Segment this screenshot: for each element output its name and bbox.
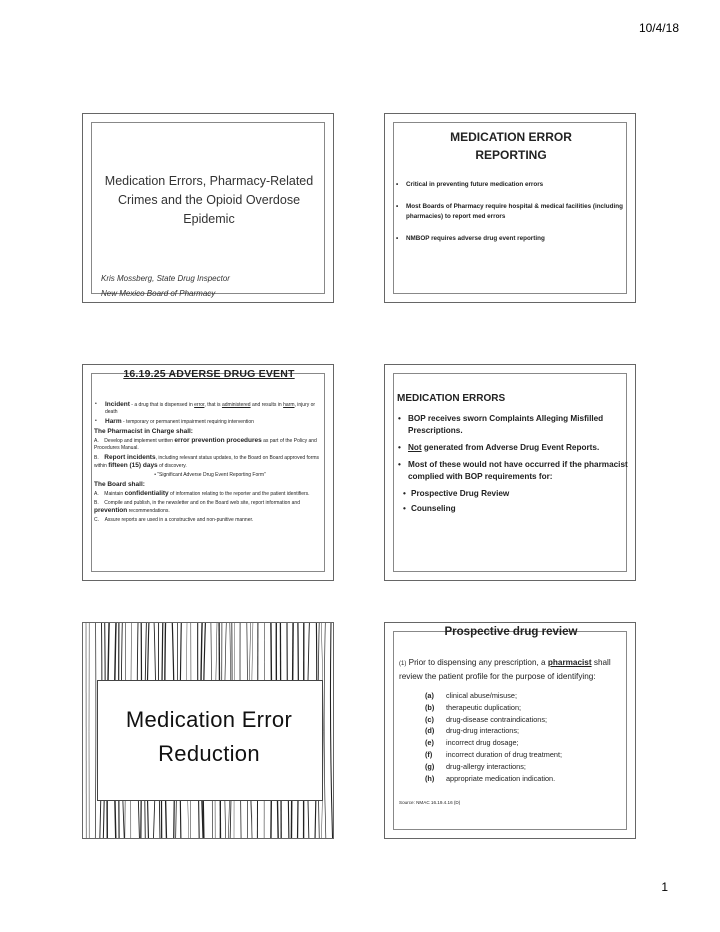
list-item	[397, 442, 629, 454]
text: Prior to dispensing any prescription, a	[406, 658, 548, 667]
text: and results in	[250, 402, 284, 408]
item-text: therapeutic duplication;	[446, 702, 522, 712]
slide-title	[82, 113, 334, 303]
slide-heading: 16.19.25 ADVERSE DRUG EVENT	[123, 368, 295, 380]
item-letter: (d)	[425, 726, 435, 736]
presentation-title: Medication Errors, Pharmacy-Related Crimes and the Opioid Overdose Epidemic	[104, 174, 314, 226]
list-item: • Most of these would not have occurred if the pharmacist complied with BOP requirements for:	[397, 459, 629, 483]
list-item	[425, 714, 625, 726]
review-items	[425, 690, 625, 784]
emphasis: Not	[408, 443, 422, 452]
text: Compile and publish, in the newsletter and on the Board web site, report information and	[104, 500, 300, 506]
text: - a drug that is dispensed in	[129, 402, 195, 408]
item-letter: (h)	[425, 773, 435, 783]
page-date: 10/4/18	[638, 21, 679, 35]
item-letter: (a)	[425, 691, 434, 700]
slide-body	[94, 401, 326, 526]
list-item: • Critical in preventing future medication errors	[395, 180, 627, 190]
term: Harm	[105, 418, 122, 425]
item-text: drug-drug interactions;	[446, 726, 520, 736]
sub-list-item: • Prospective Drug Review	[397, 488, 629, 500]
text: Develop and implement written	[104, 438, 175, 444]
list-item	[425, 749, 625, 761]
clause	[94, 490, 326, 498]
section-heading: The Board shall:	[94, 481, 145, 488]
text: - temporary or permanent impairment requiring intervention	[121, 419, 254, 425]
page-number: 1	[661, 880, 668, 894]
clause-number: (1)	[399, 661, 407, 667]
heading-line: REPORTING	[475, 148, 547, 162]
text: Assure reports are used in a constructive and non-punitive manner.	[104, 517, 254, 523]
definition-harm	[94, 418, 326, 426]
emphasis: prevention	[94, 507, 128, 514]
slide-adverse-drug-event	[82, 364, 334, 581]
list-item	[425, 773, 625, 785]
bullet-list	[397, 413, 629, 518]
clause-letter: B.	[94, 455, 99, 461]
text: , that is	[204, 402, 222, 408]
section-title	[83, 703, 334, 771]
text: generated from Adverse Drug Event Reports.	[421, 443, 600, 452]
emphasis: pharmacist	[547, 658, 592, 667]
clause-letter: A.	[94, 438, 99, 444]
item-letter: (b)	[425, 702, 435, 712]
slide-section-divider	[82, 622, 334, 839]
slide-medication-errors	[384, 364, 636, 581]
list-item	[425, 702, 625, 714]
list-item: • BOP receives sworn Complaints Alleging Misfilled Prescriptions.	[397, 413, 629, 437]
clause	[94, 437, 326, 452]
bullet-list	[395, 180, 627, 256]
title-line: Reduction	[158, 741, 260, 766]
intro-paragraph	[399, 657, 625, 682]
item-letter: (c)	[425, 714, 434, 724]
text: administered	[221, 402, 251, 408]
item-letter: (f)	[425, 749, 433, 759]
text: shall review the patient profile for the purpose of identifying:	[399, 658, 611, 681]
text: , including relevant status updates, to the Board on Board approved forms within	[94, 455, 320, 469]
clause-letter: C.	[94, 517, 99, 523]
slide-heading: Prospective drug review	[444, 626, 578, 638]
emphasis: confidentiality	[124, 490, 169, 497]
heading-line: MEDICATION ERROR	[450, 130, 572, 144]
section-heading: The Pharmacist in Charge shall:	[94, 428, 193, 435]
clause	[94, 500, 326, 515]
item-letter: (e)	[425, 738, 434, 748]
slide-prospective-drug-review	[384, 622, 636, 839]
item-text: drug-disease contraindications;	[446, 714, 547, 724]
list-item	[425, 761, 625, 773]
clause	[94, 517, 326, 524]
list-item	[425, 690, 625, 702]
list-item	[425, 725, 625, 737]
slide-heading	[385, 128, 636, 164]
clause	[94, 454, 326, 470]
definition-incident	[94, 401, 326, 416]
item-text: appropriate medication indication.	[446, 773, 556, 783]
text: , injury or death	[105, 402, 316, 415]
item-letter: (g)	[425, 761, 435, 771]
clause-letter: A.	[94, 491, 99, 497]
emphasis: fifteen (15) days	[108, 462, 158, 469]
form-name: • “Significant Adverse Drug Event Reporting Form”	[154, 472, 266, 478]
author-organization: New Mexico Board of Pharmacy	[101, 289, 216, 298]
list-item	[425, 737, 625, 749]
text: Maintain	[104, 491, 125, 497]
item-text: incorrect duration of drug treatment;	[446, 749, 562, 759]
emphasis: error prevention procedures	[174, 437, 262, 444]
slide-medication-error-reporting	[384, 113, 636, 303]
title-line: Medication Error	[125, 707, 293, 732]
clause-letter: B.	[94, 500, 99, 506]
item-text: incorrect drug dosage;	[446, 738, 519, 748]
source-citation: Source: NMAC 16.19.4.16 (D)	[399, 800, 461, 805]
text: harm	[283, 402, 295, 408]
text: of discovery.	[157, 463, 187, 469]
text: error	[194, 402, 205, 408]
text: of information relating to the reporter and the patient identifiers.	[168, 491, 310, 497]
item-text: clinical abuse/misuse;	[446, 691, 517, 700]
slide-heading: MEDICATION ERRORS	[397, 393, 506, 404]
term: Incident	[105, 401, 130, 408]
item-text: drug-allergy interactions;	[446, 761, 526, 771]
author-name: Kris Mossberg, State Drug Inspector	[101, 274, 230, 283]
text: recommendations.	[127, 508, 170, 514]
text: as part of the Policy and Procedures Manual.	[94, 438, 317, 451]
list-item: • Most Boards of Pharmacy require hospital & medical facilities (including pharmacies) to report med errors	[395, 202, 627, 222]
sub-list-item: • Counseling	[397, 503, 629, 515]
list-item: • NMBOP requires adverse drug event reporting	[395, 234, 627, 244]
emphasis: Report incidents	[104, 454, 156, 461]
author-block	[101, 271, 230, 301]
